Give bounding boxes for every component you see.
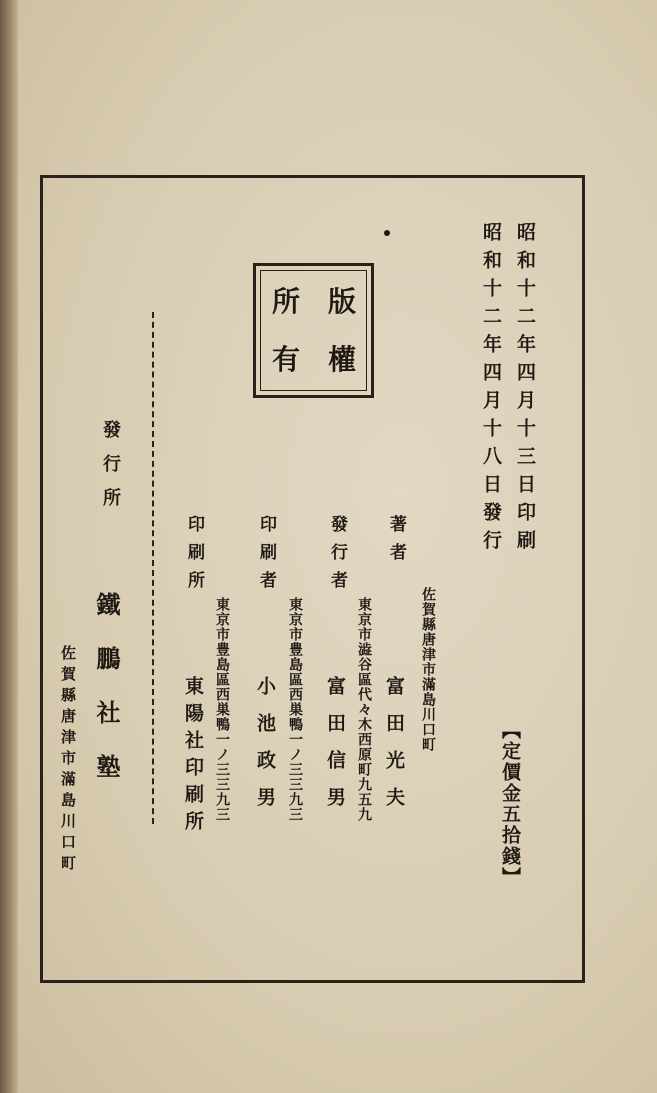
issuer-address: 東京市澁谷區代々木西原町九五九 (356, 597, 372, 822)
seal-char-bottom-left: 有 (272, 343, 301, 376)
seal-char-top-left: 所 (272, 285, 301, 318)
printing-house-name: 東陽社印刷所 (182, 676, 204, 838)
issuer-label: 發行者 (327, 515, 347, 599)
issue-date: 昭和十二年四月十八日發行 (480, 222, 502, 558)
copyright-seal (253, 263, 374, 398)
issuer-name: 富田信男 (324, 676, 346, 824)
publisher-divider-line (152, 312, 154, 824)
author-name: 富田光夫 (383, 676, 405, 824)
printer-name: 小池政男 (254, 676, 276, 824)
printing-house-address: 東京市豊島區西巣鴨一ノ三三九三 (214, 597, 230, 822)
author-label: 著者 (386, 515, 406, 571)
price-label: 【定價金五拾錢】 (499, 720, 521, 888)
print-date: 昭和十二年四月十三日印刷 (514, 222, 536, 558)
publisher-address: 佐賀縣唐津市滿島川口町 (59, 645, 77, 876)
book-spine-shadow (0, 0, 18, 1093)
printer-label: 印刷者 (256, 515, 276, 599)
author-address: 佐賀縣唐津市滿島川口町 (420, 587, 436, 752)
printer-address: 東京市豊島區西巣鴨一ノ三三九三 (287, 597, 303, 822)
publisher-label: 發行所 (100, 420, 121, 522)
seal-char-bottom-right: 權 (328, 343, 357, 376)
seal-char-top-right: 版 (328, 285, 357, 318)
publisher-name: 鐵鵬社塾 (92, 592, 121, 808)
ink-dot (384, 230, 390, 236)
printing-house-label: 印刷所 (184, 515, 204, 599)
